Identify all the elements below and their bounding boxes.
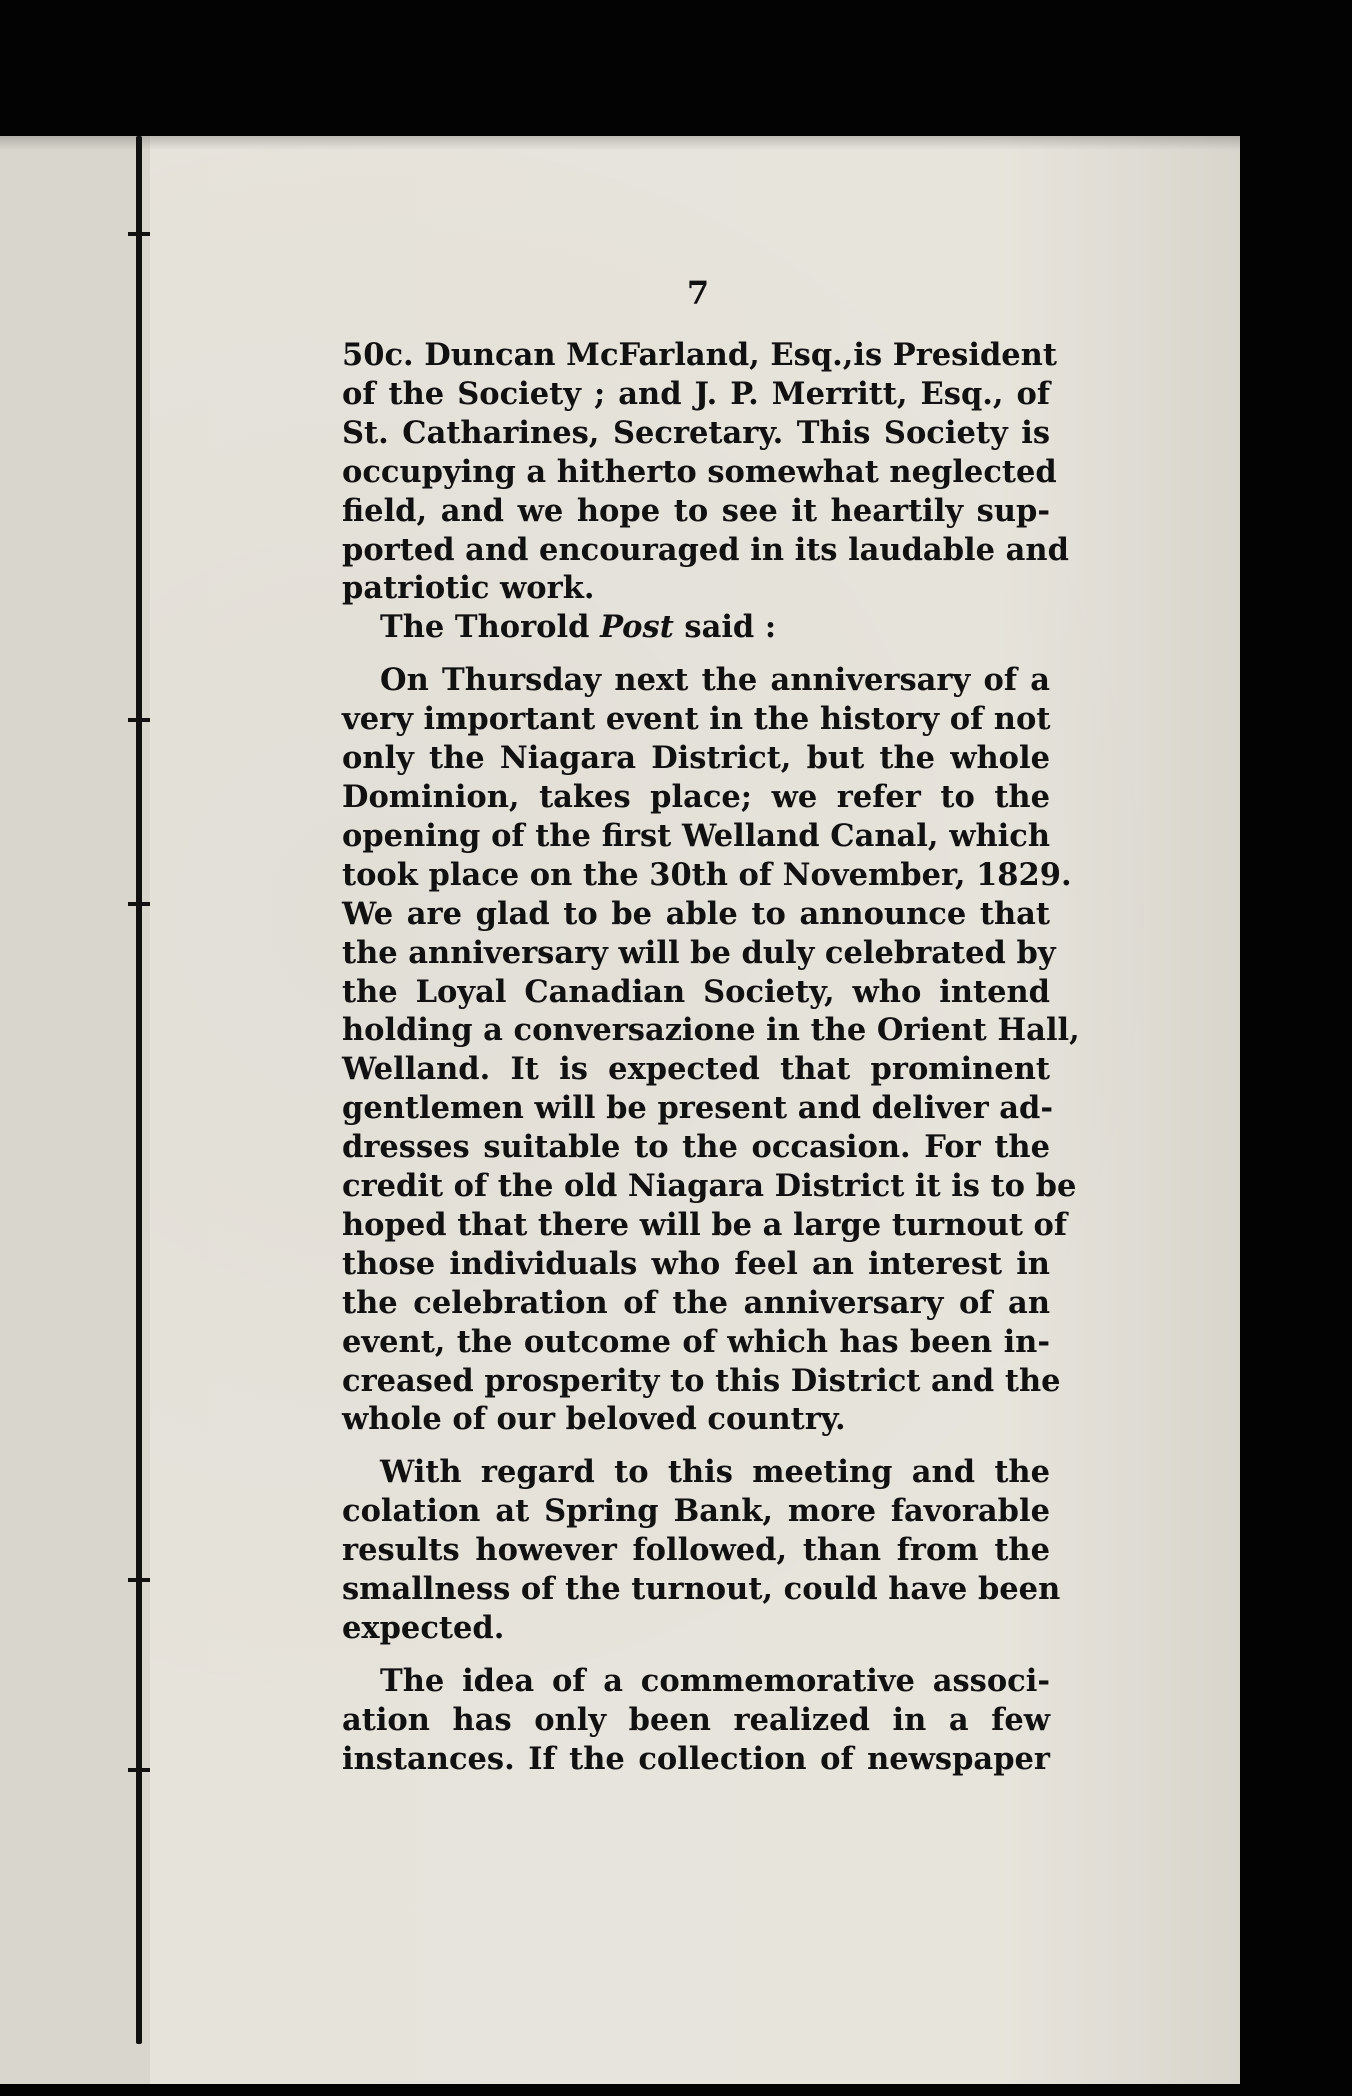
- text-line: Dominion, takes place; we refer to the: [342, 778, 1050, 815]
- text-line: smallness of the turnout, could have been: [342, 1571, 1061, 1608]
- binding-stitch: [128, 718, 150, 722]
- text-line: instances. If the collection of newspaper: [342, 1740, 1050, 1777]
- page-top-shadow: [0, 136, 1240, 150]
- regard-paragraph: [342, 1453, 1061, 1648]
- text-line: ation has only been realized in a few: [342, 1701, 1050, 1738]
- text-line: colation at Spring Bank, more favorable: [342, 1493, 1050, 1530]
- text-line: hoped that there will be a large turnout of: [342, 1206, 1068, 1243]
- text-line: those individuals who feel an interest in: [342, 1245, 1050, 1282]
- text-line: took place on the 30th of November, 1829.: [342, 856, 1072, 893]
- text-line: the anniversary will be duly celebrated by: [342, 934, 1056, 971]
- text-line: very important event in the history of not: [342, 701, 1051, 738]
- text-line: whole of our beloved country.: [342, 1401, 846, 1438]
- binding-stitch: [128, 1578, 150, 1582]
- binding-stitch: [128, 1768, 150, 1772]
- text-line: only the Niagara District, but the whole: [342, 740, 1050, 777]
- text-line: field, and we hope to see it heartily sup-: [342, 492, 1050, 529]
- text-line: ported and encouraged in its laudable and: [342, 531, 1069, 568]
- text-line: occupying a hitherto somewhat neglected: [342, 453, 1057, 490]
- binding-stitch: [128, 902, 150, 906]
- text-line: creased prosperity to this District and the: [342, 1362, 1061, 1399]
- post-said-line: [342, 608, 1050, 647]
- binding-thread: [136, 136, 142, 2044]
- text-line: gentlemen will be present and deliver ad-: [342, 1090, 1054, 1127]
- text-line: the celebration of the anniversary of an: [342, 1284, 1050, 1321]
- text-line: expected.: [342, 1610, 505, 1646]
- text-line: of the Society ; and J. P. Merritt, Esq., of: [342, 375, 1050, 412]
- text-line: St. Catharines, Secretary. This Society is: [342, 414, 1050, 451]
- binding-stitch: [128, 232, 150, 236]
- text-line: credit of the old Niagara District it is to be: [342, 1168, 1077, 1205]
- text-line: opening of the first Welland Canal, which: [342, 817, 1050, 854]
- text-line: We are glad to be able to announce that: [342, 895, 1050, 932]
- text-line: With regard to this meeting and the: [380, 1454, 1050, 1491]
- idea-paragraph: [342, 1662, 1050, 1779]
- text-line: patriotic work.: [342, 570, 595, 607]
- text-line: On Thursday next the anniversary of a: [380, 662, 1050, 699]
- post-said-prefix: The Thorold: [380, 609, 601, 646]
- text-line: Welland. It is expected that prominent: [342, 1051, 1050, 1088]
- post-title: Post: [600, 609, 674, 646]
- left-page-edge: [0, 136, 150, 2084]
- text-line: 50c. Duncan McFarland, Esq.,is President: [342, 337, 1057, 373]
- text-line: The idea of a commemorative associ-: [380, 1662, 1050, 1699]
- post-said-suffix: said :: [673, 609, 777, 646]
- quoted-paragraph: [342, 661, 1080, 1439]
- text-line: dresses suitable to the occasion. For the: [342, 1129, 1050, 1166]
- page-text: [342, 278, 1080, 1779]
- opening-paragraph: [342, 336, 1069, 608]
- text-line: event, the outcome of which has been in-: [342, 1323, 1050, 1360]
- text-line: results however followed, than from the: [342, 1532, 1050, 1569]
- text-line: the Loyal Canadian Society, who intend: [342, 973, 1050, 1010]
- page-number: 7: [686, 274, 710, 312]
- text-line: holding a conversazione in the Orient Hall,: [342, 1012, 1080, 1049]
